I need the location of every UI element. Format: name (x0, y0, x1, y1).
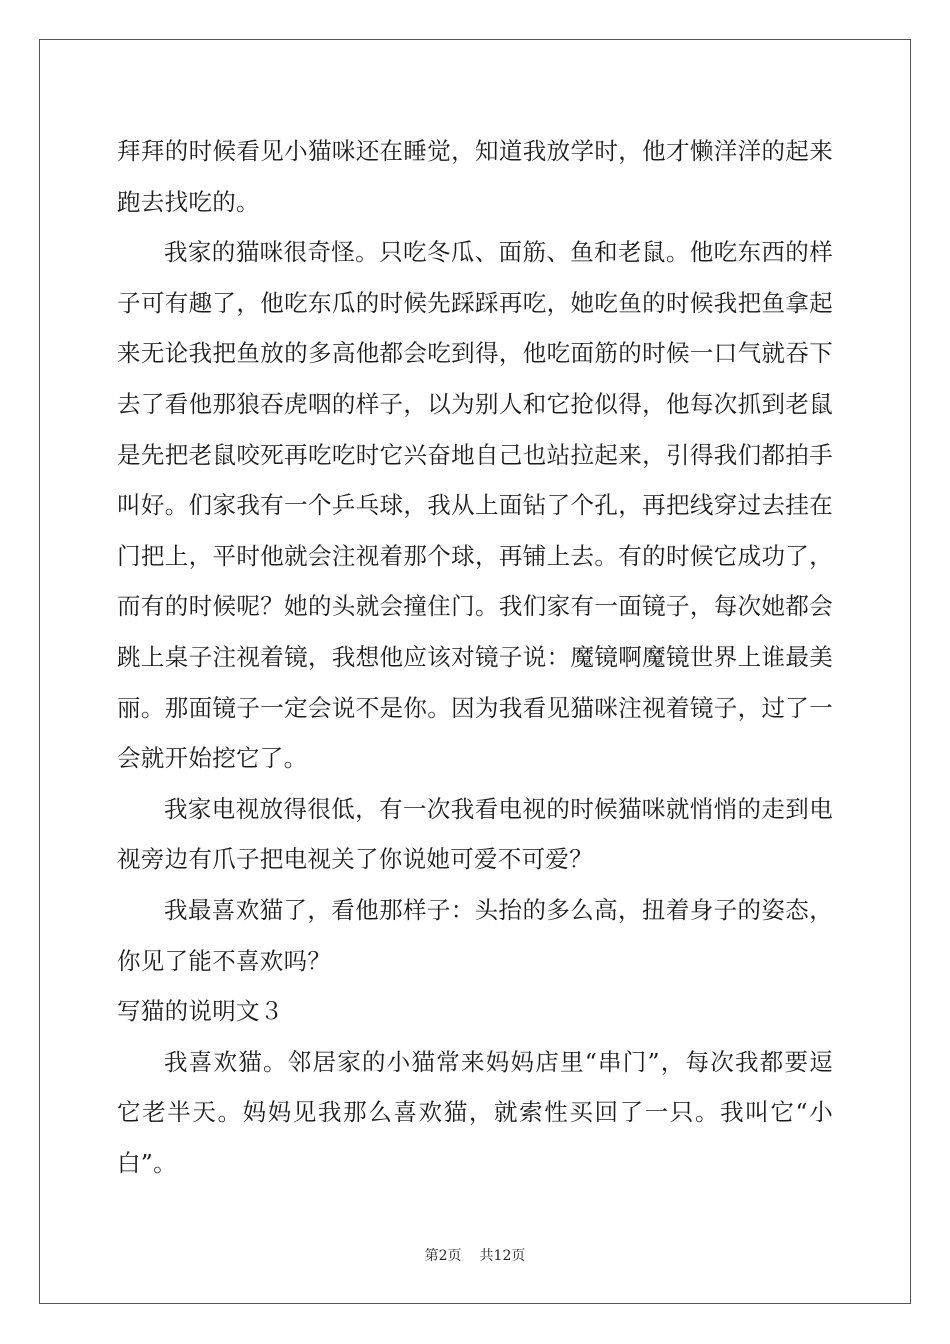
page-number: 第2页 (424, 1248, 462, 1264)
text-line: 跑去找吃的。 (117, 187, 260, 216)
text-line: 门把上，平时他就会注视着那个球，再铺上去。有的时候它成功了， (117, 541, 833, 570)
text-line: 我最喜欢猫了，看他那样子：头抬的多么高，扭着身子的姿态， (164, 895, 833, 924)
text-line: 你见了能不喜欢吗？ (117, 946, 332, 975)
text-line: 我喜欢猫。邻居家的小猫常来妈妈店里“串门”，每次我都要逗 (164, 1047, 833, 1076)
text-line: 子可有趣了，他吃东瓜的时候先踩踩再吃，她吃鱼的时候我把鱼拿起 (117, 288, 833, 317)
text-line: 会就开始挖它了。 (117, 744, 308, 773)
text-line: 跳上桌子注视着镜，我想他应该对镜子说：魔镜啊魔镜世界上谁最美 (117, 642, 833, 671)
text-line: 而有的时候呢？她的头就会撞住门。我们家有一面镜子，每次她都会 (117, 592, 833, 621)
text-line: 写猫的说明文３ (117, 997, 284, 1026)
text-line: 我家的猫咪很奇怪。只吃冬瓜、面筋、鱼和老鼠。他吃东西的样 (164, 238, 833, 267)
page-total: 共12页 (479, 1248, 526, 1264)
text-line: 是先把老鼠咬死再吃吃时它兴奋地自己也站拉起来，引得我们都拍手 (117, 440, 833, 469)
text-line: 拜拜的时候看见小猫咪还在睡觉，知道我放学时，他才懒洋洋的起来 (117, 137, 833, 165)
text-line: 视旁边有爪子把电视关了你说她可爱不可爱？ (117, 845, 593, 874)
text-line: 它老半天。妈妈见我那么喜欢猫，就索性买回了一只。我叫它“小 (117, 1098, 833, 1127)
page-footer (0, 1245, 950, 1265)
text-line: 白”。 (117, 1148, 177, 1177)
text-line: 我家电视放得很低，有一次我看电视的时候猫咪就悄悄的走到电 (164, 794, 833, 823)
text-line: 来无论我把鱼放的多高他都会吃到得，他吃面筋的时候一口气就吞下 (117, 339, 833, 368)
text-line: 丽。那面镜子一定会说不是你。因为我看见猫咪注视着镜子，过了一 (117, 693, 833, 722)
text-line: 去了看他那狼吞虎咽的样子，以为别人和它抢似得，他每次抓到老鼠 (117, 389, 833, 418)
document-body (117, 126, 833, 1188)
text-line: 叫好。们家我有一个乒乓球，我从上面钻了个孔，再把线穿过去挂在 (117, 491, 833, 520)
